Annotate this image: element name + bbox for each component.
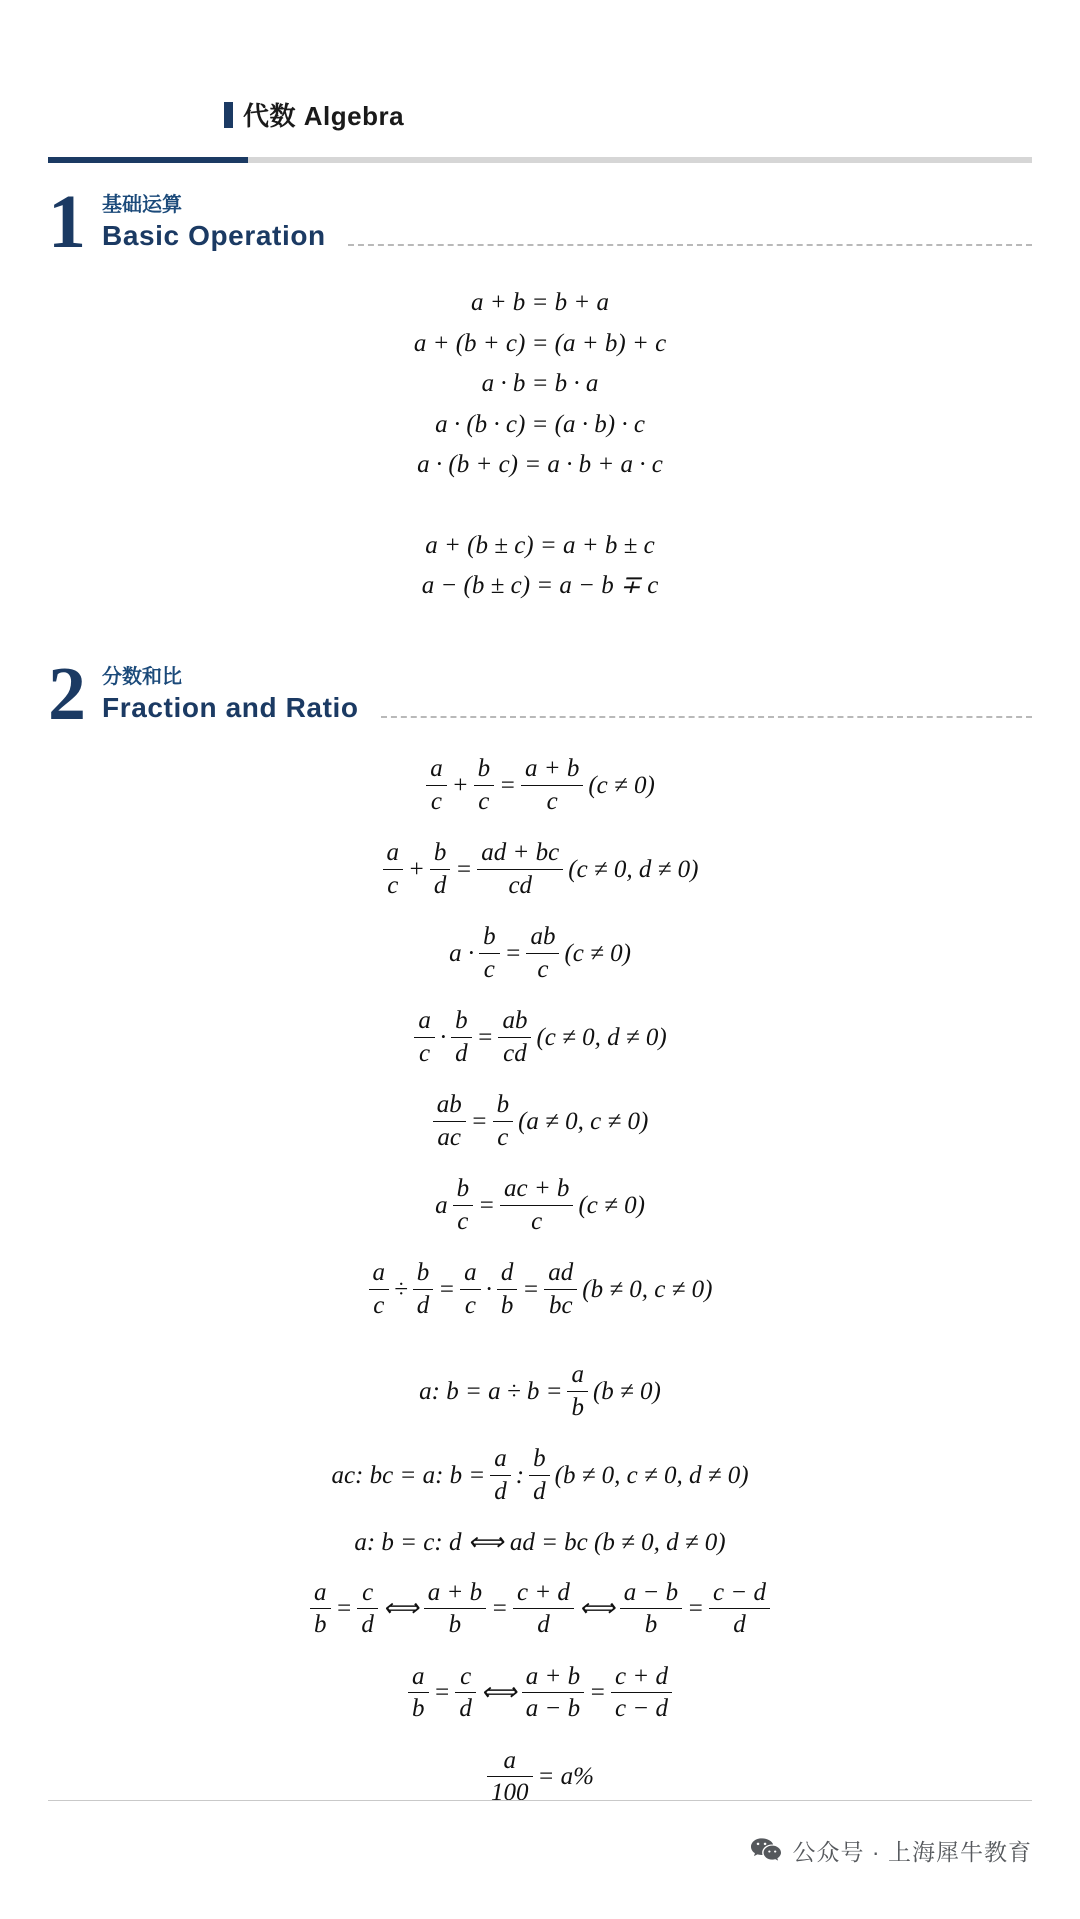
formula-operator: = a% <box>537 1763 594 1791</box>
fraction-numerator: b <box>479 922 500 954</box>
formula-operator: + <box>408 856 425 883</box>
fraction <box>497 1258 518 1320</box>
formula-line: a − (b ± c) = a − b ∓ c <box>421 572 659 600</box>
fraction-numerator: b <box>451 1006 472 1038</box>
fraction-denominator: c <box>419 1039 431 1067</box>
fraction-denominator: d <box>733 1611 746 1639</box>
fraction-numerator: a <box>414 1006 435 1038</box>
fraction-numerator: d <box>497 1258 518 1290</box>
formula-line <box>0 1445 1080 1507</box>
footer-text: 公众号 · 上海犀牛教育 <box>792 1839 1032 1865</box>
formula-condition: (c ≠ 0) <box>588 772 655 799</box>
formula-line: a + (b + c) = (a + b) + c <box>413 329 667 357</box>
section-divider <box>348 244 1032 246</box>
fraction-denominator: c <box>373 1291 385 1319</box>
fraction <box>474 754 495 816</box>
wechat-icon <box>751 1838 781 1864</box>
section-heading <box>0 651 1080 736</box>
fraction-denominator: d <box>455 1039 468 1067</box>
formula-operator: = <box>499 772 516 799</box>
footer-divider <box>48 1800 1032 1801</box>
section-title-group <box>102 665 359 727</box>
fraction-numerator: a <box>567 1360 588 1392</box>
fraction-denominator: cd <box>503 1039 527 1067</box>
fraction-numerator: c + d <box>611 1662 672 1694</box>
header-progress-fill <box>48 157 248 163</box>
fraction <box>567 1360 588 1422</box>
formula-operator: = <box>478 1192 495 1219</box>
formula-operator: = <box>491 1595 508 1623</box>
fraction <box>500 1174 573 1236</box>
formula-group-fractions <box>0 755 1080 1321</box>
formula-line <box>0 755 1080 817</box>
fraction-numerator: a <box>408 1662 429 1694</box>
fraction <box>620 1578 682 1640</box>
formula-operator: · <box>485 1276 492 1303</box>
fraction <box>426 754 447 816</box>
formula-condition: (c ≠ 0) <box>578 1192 645 1219</box>
fraction-numerator: ab <box>498 1006 531 1038</box>
formula-operator: + <box>451 772 469 799</box>
fraction <box>453 1174 474 1236</box>
fraction-denominator: d <box>533 1477 546 1505</box>
formula-line: a · (b + c) = a · b + a · c <box>417 451 663 479</box>
fraction-denominator: b <box>644 1611 658 1639</box>
fraction-denominator: c <box>478 787 490 815</box>
formula-group-signs <box>0 526 1080 607</box>
fraction-numerator: a <box>369 1258 390 1290</box>
fraction-denominator: cd <box>508 871 533 899</box>
formula-line <box>0 1091 1080 1153</box>
fraction <box>522 1662 584 1724</box>
fraction-denominator: b <box>500 1291 514 1319</box>
fraction-numerator: c − d <box>709 1578 770 1610</box>
fraction <box>521 754 583 816</box>
formula-group-commutative <box>0 283 1080 486</box>
formula-operator: = <box>455 856 473 883</box>
formula-operator: : <box>515 1462 525 1489</box>
fraction-denominator: bc <box>548 1291 573 1319</box>
formula-line <box>0 923 1080 985</box>
section-heading <box>0 180 1080 264</box>
formula-line: a · (b · c) = (a · b) · c <box>435 410 645 438</box>
fraction <box>498 1006 531 1068</box>
section-divider <box>381 716 1032 718</box>
fraction-denominator: c <box>483 955 495 983</box>
formula-condition: (c ≠ 0, d ≠ 0) <box>568 856 699 883</box>
fraction-denominator: c <box>537 955 549 983</box>
fraction-numerator: b <box>413 1258 434 1290</box>
fraction-denominator: c <box>546 787 558 815</box>
header-progress-bar <box>48 157 1032 163</box>
section-fraction-ratio <box>0 651 1080 1809</box>
formula-operator: a: b = c: d ⟺ ad = bc (b ≠ 0, d ≠ 0) <box>354 1529 726 1557</box>
fraction <box>479 922 500 984</box>
fraction-denominator: d <box>416 1291 430 1319</box>
fraction-numerator: b <box>493 1090 514 1122</box>
fraction <box>477 838 563 900</box>
fraction <box>455 1662 476 1724</box>
fraction <box>529 1444 550 1506</box>
fraction-numerator: ab <box>526 922 559 954</box>
formula-operator: a <box>435 1192 448 1219</box>
formula-condition: (b ≠ 0) <box>592 1378 661 1405</box>
fraction-denominator: d <box>459 1695 472 1723</box>
footer <box>751 1834 1032 1867</box>
fraction-numerator: b <box>474 754 495 786</box>
fraction <box>357 1578 378 1640</box>
fraction-denominator: 100 <box>491 1779 529 1807</box>
fraction <box>408 1662 429 1724</box>
formula-operator: = <box>438 1276 456 1303</box>
fraction-numerator: ab <box>433 1090 466 1122</box>
fraction-numerator: b <box>529 1444 550 1476</box>
formula-line: a + (b ± c) = a + b ± c <box>425 531 655 559</box>
section-number: 2 <box>48 651 86 736</box>
formula-operator: · <box>439 1024 447 1051</box>
fraction-numerator: a <box>490 1444 511 1476</box>
fraction-denominator: c <box>430 787 442 815</box>
fraction-denominator: a − b <box>525 1695 581 1723</box>
fraction <box>383 838 404 900</box>
fraction-denominator: c <box>464 1291 476 1319</box>
formula-operator: ⟺ <box>578 1595 615 1623</box>
fraction <box>493 1090 514 1152</box>
formula-condition: (c ≠ 0, d ≠ 0) <box>536 1024 667 1051</box>
fraction <box>487 1746 533 1808</box>
fraction-numerator: ac + b <box>500 1174 573 1206</box>
fraction-numerator: a <box>383 838 404 870</box>
fraction-numerator: a − b <box>620 1578 682 1610</box>
fraction <box>430 838 451 900</box>
section-number: 1 <box>48 180 86 264</box>
formula-operator: = <box>433 1679 451 1707</box>
formula-operator: ⟺ <box>382 1595 419 1623</box>
fraction-numerator: c + d <box>513 1578 574 1610</box>
formula-operator: = <box>504 940 522 967</box>
fraction-denominator: c <box>457 1207 469 1235</box>
formula-line <box>0 1175 1080 1237</box>
formula-operator: = <box>589 1679 606 1707</box>
formula-operator: a: b = a ÷ b = <box>419 1378 563 1405</box>
section-title-cn: 基础运算 <box>102 194 182 217</box>
fraction-numerator: b <box>430 838 451 870</box>
fraction <box>490 1444 511 1506</box>
section-title-en: Basic Operation <box>102 220 326 252</box>
fraction <box>310 1578 331 1640</box>
fraction-denominator: c <box>531 1207 543 1235</box>
fraction <box>460 1258 481 1320</box>
fraction-denominator: ac <box>437 1123 461 1151</box>
fraction-numerator: a + b <box>522 1662 584 1694</box>
fraction <box>544 1258 577 1320</box>
fraction-denominator: c <box>497 1123 509 1151</box>
fraction <box>413 1258 434 1320</box>
fraction <box>513 1578 574 1640</box>
formula-condition: (b ≠ 0, c ≠ 0, d ≠ 0) <box>554 1462 749 1489</box>
formula-condition: (a ≠ 0, c ≠ 0) <box>518 1108 649 1135</box>
section-title-group <box>102 193 326 255</box>
formula-group-ratios <box>0 1361 1080 1808</box>
fraction-denominator: d <box>494 1477 507 1505</box>
fraction <box>526 922 559 984</box>
formula-condition: (b ≠ 0, c ≠ 0) <box>582 1276 713 1303</box>
fraction-numerator: a <box>487 1746 533 1778</box>
formula-operator: = <box>335 1595 353 1623</box>
formula-operator: ac: bc = a: b = <box>331 1462 486 1489</box>
section-title-en: Fraction and Ratio <box>102 692 359 724</box>
formula-operator: = <box>470 1108 488 1135</box>
document-header <box>0 0 1080 133</box>
fraction <box>611 1662 672 1724</box>
fraction-numerator: c <box>357 1578 378 1610</box>
fraction-denominator: b <box>412 1695 425 1723</box>
formula-condition: (c ≠ 0) <box>564 940 631 967</box>
fraction <box>424 1578 486 1640</box>
section-basic-operation <box>0 180 1080 607</box>
fraction-denominator: c <box>387 871 399 899</box>
fraction-numerator: ad <box>544 1258 577 1290</box>
section-title-cn: 分数和比 <box>102 666 182 689</box>
formula-line: a · b = b · a <box>481 370 599 398</box>
formula-line <box>0 1007 1080 1069</box>
page-title: 代数 Algebra <box>243 101 405 131</box>
fraction-denominator: c − d <box>615 1695 668 1723</box>
fraction <box>709 1578 770 1640</box>
formula-line <box>0 1259 1080 1321</box>
fraction-numerator: b <box>453 1174 474 1206</box>
fraction-denominator: d <box>433 871 447 899</box>
formula-operator: = <box>687 1595 705 1623</box>
header-mark-icon <box>224 102 233 128</box>
fraction-numerator: a + b <box>424 1578 486 1610</box>
formula-operator: ÷ <box>394 1276 408 1303</box>
formula-line <box>0 1361 1080 1423</box>
fraction-denominator: b <box>448 1611 462 1639</box>
fraction-numerator: ad + bc <box>477 838 563 870</box>
fraction <box>414 1006 435 1068</box>
fraction-denominator: d <box>537 1611 550 1639</box>
fraction-denominator: d <box>361 1611 374 1639</box>
fraction-numerator: c <box>455 1662 476 1694</box>
formula-operator: ⟺ <box>480 1679 517 1707</box>
formula-operator: = <box>522 1276 540 1303</box>
formula-line <box>0 1579 1080 1641</box>
formula-operator: a · <box>449 940 475 967</box>
fraction-numerator: a <box>426 754 447 786</box>
fraction-denominator: b <box>314 1611 327 1639</box>
fraction-numerator: a <box>310 1578 331 1610</box>
fraction-denominator: b <box>571 1393 584 1421</box>
formula-line <box>0 839 1080 901</box>
fraction-numerator: a + b <box>521 754 583 786</box>
fraction <box>451 1006 472 1068</box>
fraction <box>433 1090 466 1152</box>
formula-line: a + b = b + a <box>470 289 610 317</box>
fraction-numerator: a <box>460 1258 481 1290</box>
formula-line <box>0 1529 1080 1556</box>
fraction <box>369 1258 390 1320</box>
formula-operator: = <box>476 1024 494 1051</box>
formula-line <box>0 1663 1080 1725</box>
